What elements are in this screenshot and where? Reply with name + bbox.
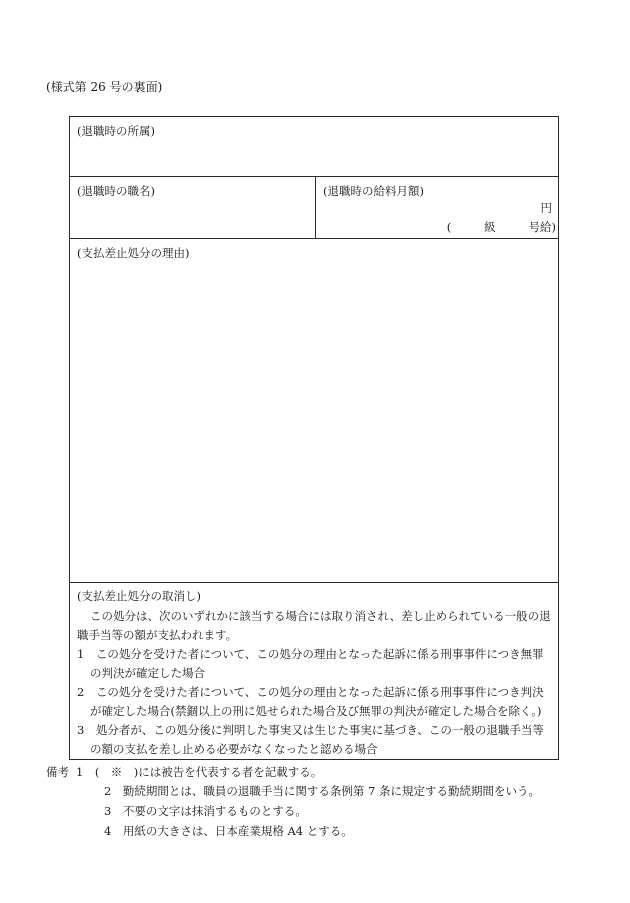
affiliation-field[interactable] bbox=[70, 117, 558, 177]
cancellation-item1-line2: の判決が確定した場合 bbox=[90, 666, 205, 680]
cancellation-title: (支払差止処分の取消し) bbox=[77, 589, 201, 603]
cancellation-item1-line1: 1 この処分を受けた者について、この処分の理由となった起訴に係る刑事事件につき無罪 bbox=[77, 647, 544, 661]
cancellation-item2-line1: 2 この処分を受けた者について、この処分の理由となった起訴に係る刑事事件につき判決 bbox=[77, 685, 544, 699]
note-2: 2 勤続期間とは、職員の退職手当に関する条例第 7 条に規定する勤続期間をいう。 bbox=[104, 784, 540, 798]
note-1: 1 ( ※ )には被告を代表する者を記載する。 bbox=[76, 765, 323, 779]
cancellation-intro-line1: この処分は、次のいずれかに該当する場合には取り消され、差し止められている一般の退 bbox=[90, 609, 551, 623]
reason-field[interactable] bbox=[70, 239, 558, 583]
notes-label: 備考 bbox=[46, 765, 69, 779]
note-3: 3 不要の文字は抹消するものとする。 bbox=[104, 804, 307, 818]
cancellation-section bbox=[70, 583, 558, 759]
cancellation-item3-line2: の額の支払を差し止める必要がなくなったと認める場合 bbox=[90, 742, 378, 756]
salary-grade-unit: ( 級 号給) bbox=[446, 220, 556, 234]
form-header: (様式第 26 号の裏面) bbox=[46, 80, 163, 94]
reason-label: (支払差止処分の理由) bbox=[77, 246, 190, 260]
salary-field[interactable] bbox=[316, 177, 558, 239]
salary-label: (退職時の給料月額) bbox=[323, 184, 424, 198]
cancellation-item3-line1: 3 処分者が、この処分後に判明した事実又は生じた事実に基づき、この一般の退職手当等 bbox=[77, 723, 544, 737]
form-table bbox=[69, 116, 559, 760]
position-field[interactable] bbox=[70, 177, 316, 239]
note-4: 4 用紙の大きさは、日本産業規格 A4 とする。 bbox=[104, 824, 353, 838]
cancellation-item2-line2: が確定した場合(禁錮以上の刑に処せられた場合及び無罪の判決が確定した場合を除く。) bbox=[90, 704, 542, 718]
cancellation-intro-line2: 職手当等の額が支払われます。 bbox=[77, 628, 238, 642]
affiliation-label: (退職時の所属) bbox=[77, 124, 155, 138]
position-label: (退職時の職名) bbox=[77, 184, 155, 198]
salary-yen-unit: 円 bbox=[540, 201, 552, 215]
